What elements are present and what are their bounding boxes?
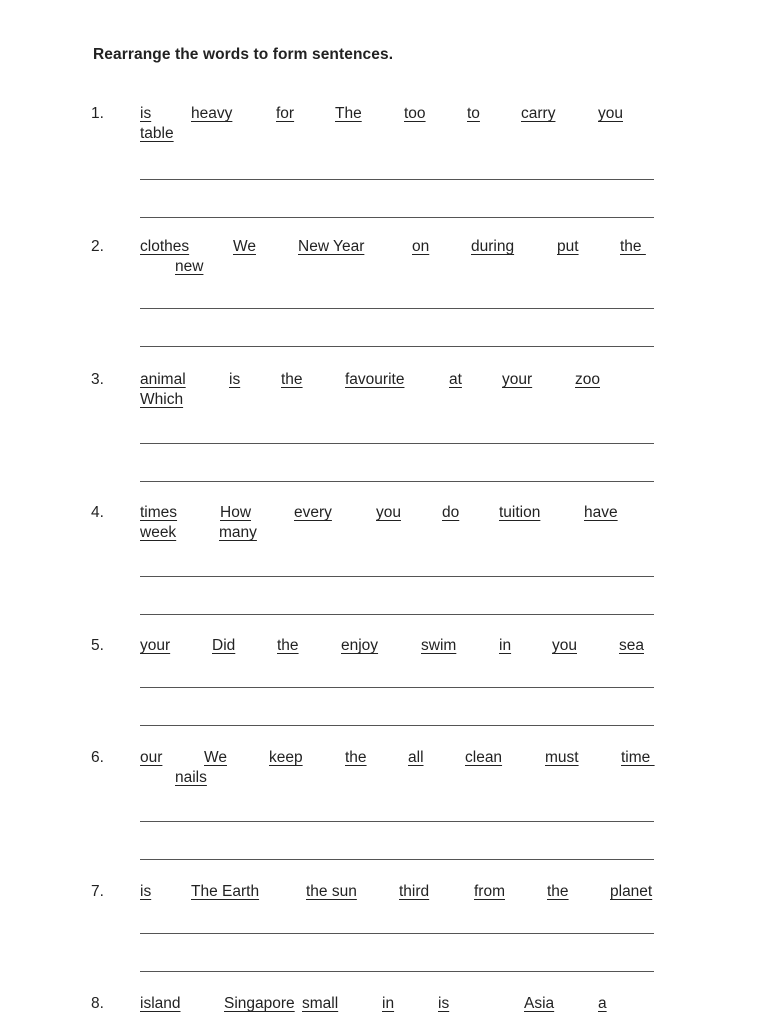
word-tile: island <box>140 995 181 1012</box>
word-row <box>140 504 660 524</box>
question-number: 4. <box>91 504 104 521</box>
word-tile: third <box>399 883 430 900</box>
word-tile: nails <box>175 769 207 786</box>
word-tile: on <box>412 238 430 255</box>
word-tile: carry <box>521 105 556 122</box>
word-tile: in <box>499 637 512 654</box>
word-tile: How <box>220 504 252 521</box>
answer-line[interactable] <box>140 687 654 688</box>
word-tile: New Year <box>298 238 365 255</box>
word-tile: new <box>175 258 204 275</box>
word-tile: keep <box>269 749 303 766</box>
question-number: 7. <box>91 883 104 900</box>
word-tile: you <box>552 637 577 654</box>
word-row <box>140 637 660 657</box>
word-tile: small <box>302 995 339 1012</box>
word-tile: at <box>449 371 462 388</box>
word-tile: your <box>140 637 171 654</box>
word-row <box>140 995 660 1015</box>
word-tile: clothes <box>140 238 190 255</box>
word-tile: during <box>471 238 515 255</box>
worksheet-title: Rearrange the words to form sentences. <box>93 46 394 63</box>
word-tile: the <box>345 749 367 766</box>
word-row <box>140 769 660 789</box>
word-tile: planet <box>610 883 653 900</box>
word-tile: the <box>281 371 303 388</box>
word-tile: Singapore <box>224 995 295 1012</box>
answer-line[interactable] <box>140 443 654 444</box>
question-number: 8. <box>91 995 104 1012</box>
word-tile: you <box>376 504 401 521</box>
question-number: 2. <box>91 238 104 255</box>
answer-line[interactable] <box>140 933 654 934</box>
answer-line[interactable] <box>140 859 654 860</box>
word-tile: Asia <box>524 995 555 1012</box>
word-row <box>140 371 660 391</box>
word-tile: enjoy <box>341 637 379 654</box>
word-tile: swim <box>421 637 457 654</box>
word-tile: clean <box>465 749 503 766</box>
word-tile: favourite <box>345 371 405 388</box>
word-tile: is <box>229 371 241 388</box>
word-tile: all <box>408 749 424 766</box>
word-tile: We <box>233 238 256 255</box>
word-tile: zoo <box>575 371 600 388</box>
word-tile: in <box>382 995 395 1012</box>
word-row <box>140 524 660 544</box>
question-number: 3. <box>91 371 104 388</box>
word-tile: Did <box>212 637 236 654</box>
word-tile: put <box>557 238 579 255</box>
word-tile: times <box>140 504 178 521</box>
word-row <box>140 238 660 258</box>
word-row <box>140 258 660 278</box>
word-row <box>140 883 660 903</box>
answer-line[interactable] <box>140 971 654 972</box>
word-row <box>140 391 660 411</box>
word-tile: a <box>598 995 607 1012</box>
word-tile: tuition <box>499 504 541 521</box>
word-tile: the <box>277 637 299 654</box>
word-tile: the <box>620 238 646 255</box>
answer-line[interactable] <box>140 217 654 218</box>
word-tile: many <box>219 524 257 541</box>
word-tile: Which <box>140 391 184 408</box>
answer-line[interactable] <box>140 481 654 482</box>
word-tile: have <box>584 504 618 521</box>
word-tile: sea <box>619 637 644 654</box>
word-row <box>140 105 660 125</box>
word-tile: you <box>598 105 623 122</box>
word-tile: table <box>140 125 174 142</box>
word-tile: week <box>140 524 177 541</box>
word-tile: do <box>442 504 460 521</box>
word-row <box>140 125 660 145</box>
word-row <box>140 749 660 769</box>
word-tile: your <box>502 371 533 388</box>
word-tile: time <box>621 749 655 766</box>
word-tile: heavy <box>191 105 233 122</box>
answer-line[interactable] <box>140 614 654 615</box>
word-tile: every <box>294 504 332 521</box>
word-tile: The <box>335 105 362 122</box>
question-number: 5. <box>91 637 104 654</box>
answer-line[interactable] <box>140 821 654 822</box>
word-tile: must <box>545 749 579 766</box>
word-tile: too <box>404 105 426 122</box>
answer-line[interactable] <box>140 725 654 726</box>
word-tile: is <box>140 105 152 122</box>
word-tile: the <box>547 883 569 900</box>
word-tile: animal <box>140 371 186 388</box>
word-tile: the sun <box>306 883 357 900</box>
word-tile: our <box>140 749 163 766</box>
question-number: 1. <box>91 105 104 122</box>
question-number: 6. <box>91 749 104 766</box>
word-tile: The Earth <box>191 883 260 900</box>
answer-line[interactable] <box>140 179 654 180</box>
answer-line[interactable] <box>140 576 654 577</box>
word-tile: is <box>140 883 152 900</box>
answer-line[interactable] <box>140 346 654 347</box>
word-tile: from <box>474 883 505 900</box>
answer-line[interactable] <box>140 308 654 309</box>
word-tile: for <box>276 105 295 122</box>
word-tile: to <box>467 105 480 122</box>
word-tile: We <box>204 749 227 766</box>
word-tile: is <box>438 995 450 1012</box>
